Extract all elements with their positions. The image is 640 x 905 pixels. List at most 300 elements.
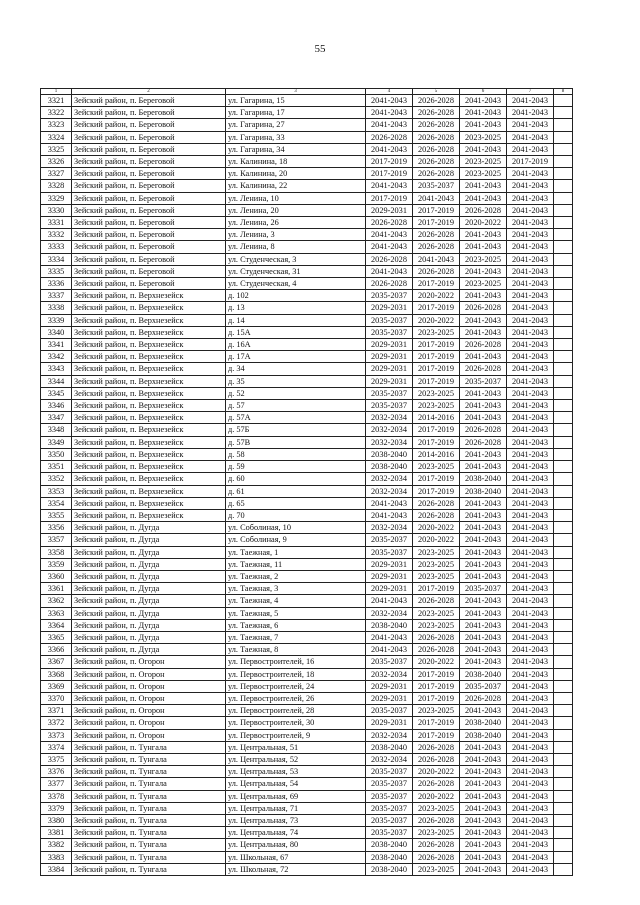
period-cell: 2032-2034 bbox=[366, 424, 413, 436]
period-cell: 2038-2040 bbox=[460, 473, 507, 485]
period-cell: 2035-2037 bbox=[366, 705, 413, 717]
row-number-cell: 3329 bbox=[41, 192, 72, 204]
period-cell: 2020-2022 bbox=[460, 217, 507, 229]
address-cell: ул. Школьная, 72 bbox=[226, 863, 366, 875]
period-cell: 2041-2043 bbox=[507, 802, 554, 814]
period-cell: 2020-2022 bbox=[413, 790, 460, 802]
period-cell: 2026-2028 bbox=[413, 644, 460, 656]
address-cell: ул. Первостроителей, 9 bbox=[226, 729, 366, 741]
period-cell: 2032-2034 bbox=[366, 412, 413, 424]
period-cell: 2035-2037 bbox=[460, 375, 507, 387]
table-row bbox=[41, 607, 573, 619]
period-cell: 2017-2019 bbox=[366, 168, 413, 180]
period-cell: 2032-2034 bbox=[366, 436, 413, 448]
period-cell: 2041-2043 bbox=[460, 558, 507, 570]
period-cell: 2041-2043 bbox=[460, 497, 507, 509]
table-row bbox=[41, 717, 573, 729]
locality-cell: Зейский район, п. Огорон bbox=[72, 692, 226, 704]
row-number-cell: 3378 bbox=[41, 790, 72, 802]
period-cell: 2041-2043 bbox=[460, 192, 507, 204]
row-number-cell: 3364 bbox=[41, 619, 72, 631]
address-cell: ул. Студенческая, 31 bbox=[226, 265, 366, 277]
address-cell: д. 57 bbox=[226, 400, 366, 412]
period-cell: 2026-2028 bbox=[460, 424, 507, 436]
period-cell: 2041-2043 bbox=[460, 790, 507, 802]
housing-repair-schedule-table bbox=[40, 88, 573, 876]
period-cell: 2017-2019 bbox=[413, 473, 460, 485]
period-cell: 2041-2043 bbox=[460, 595, 507, 607]
address-cell: ул. Гагарина, 34 bbox=[226, 143, 366, 155]
note-cell bbox=[554, 326, 573, 338]
note-cell bbox=[554, 131, 573, 143]
note-cell bbox=[554, 302, 573, 314]
period-cell: 2017-2019 bbox=[413, 339, 460, 351]
note-cell bbox=[554, 95, 573, 107]
column-header: 5 bbox=[413, 89, 460, 95]
period-cell: 2041-2043 bbox=[460, 448, 507, 460]
period-cell: 2041-2043 bbox=[366, 631, 413, 643]
note-cell bbox=[554, 156, 573, 168]
period-cell: 2041-2043 bbox=[507, 851, 554, 863]
period-cell: 2023-2025 bbox=[413, 387, 460, 399]
period-cell: 2041-2043 bbox=[460, 229, 507, 241]
period-cell: 2041-2043 bbox=[366, 497, 413, 509]
address-cell: д. 102 bbox=[226, 290, 366, 302]
period-cell: 2026-2028 bbox=[413, 131, 460, 143]
row-number-cell: 3321 bbox=[41, 95, 72, 107]
table-row bbox=[41, 363, 573, 375]
note-cell bbox=[554, 595, 573, 607]
period-cell: 2041-2043 bbox=[366, 509, 413, 521]
period-cell: 2026-2028 bbox=[413, 851, 460, 863]
locality-cell: Зейский район, п. Береговой bbox=[72, 217, 226, 229]
period-cell: 2041-2043 bbox=[507, 461, 554, 473]
note-cell bbox=[554, 278, 573, 290]
address-cell: ул. Таежная, 3 bbox=[226, 583, 366, 595]
note-cell bbox=[554, 863, 573, 875]
locality-cell: Зейский район, п. Верхнезейск bbox=[72, 326, 226, 338]
period-cell: 2032-2034 bbox=[366, 729, 413, 741]
period-cell: 2041-2043 bbox=[460, 656, 507, 668]
address-cell: д. 15А bbox=[226, 326, 366, 338]
row-number-cell: 3382 bbox=[41, 839, 72, 851]
period-cell: 2041-2043 bbox=[366, 265, 413, 277]
table-row bbox=[41, 448, 573, 460]
row-number-cell: 3348 bbox=[41, 424, 72, 436]
period-cell: 2026-2028 bbox=[366, 253, 413, 265]
row-number-cell: 3334 bbox=[41, 253, 72, 265]
table-row bbox=[41, 302, 573, 314]
period-cell: 2026-2028 bbox=[460, 436, 507, 448]
period-cell: 2035-2037 bbox=[413, 180, 460, 192]
period-cell: 2014-2016 bbox=[413, 412, 460, 424]
period-cell: 2026-2028 bbox=[460, 363, 507, 375]
address-cell: ул. Первостроителей, 16 bbox=[226, 656, 366, 668]
locality-cell: Зейский район, п. Верхнезейск bbox=[72, 339, 226, 351]
note-cell bbox=[554, 656, 573, 668]
period-cell: 2026-2028 bbox=[460, 339, 507, 351]
address-cell: ул. Гагарина, 17 bbox=[226, 107, 366, 119]
period-cell: 2038-2040 bbox=[366, 448, 413, 460]
address-cell: ул. Первостроителей, 28 bbox=[226, 705, 366, 717]
address-cell: ул. Таежная, 6 bbox=[226, 619, 366, 631]
period-cell: 2026-2028 bbox=[413, 143, 460, 155]
period-cell: 2041-2043 bbox=[507, 387, 554, 399]
row-number-cell: 3328 bbox=[41, 180, 72, 192]
row-number-cell: 3346 bbox=[41, 400, 72, 412]
period-cell: 2029-2031 bbox=[366, 204, 413, 216]
row-number-cell: 3347 bbox=[41, 412, 72, 424]
address-cell: ул. Центральная, 69 bbox=[226, 790, 366, 802]
locality-cell: Зейский район, п. Береговой bbox=[72, 156, 226, 168]
locality-cell: Зейский район, п. Береговой bbox=[72, 229, 226, 241]
address-cell: ул. Первостроителей, 26 bbox=[226, 692, 366, 704]
note-cell bbox=[554, 436, 573, 448]
column-header: 3 bbox=[226, 89, 366, 95]
address-cell: ул. Калинина, 18 bbox=[226, 156, 366, 168]
address-cell: ул. Центральная, 80 bbox=[226, 839, 366, 851]
period-cell: 2041-2043 bbox=[507, 424, 554, 436]
table-row bbox=[41, 95, 573, 107]
locality-cell: Зейский район, п. Верхнезейск bbox=[72, 436, 226, 448]
period-cell: 2041-2043 bbox=[507, 680, 554, 692]
locality-cell: Зейский район, п. Тунгала bbox=[72, 778, 226, 790]
period-cell: 2020-2022 bbox=[413, 522, 460, 534]
period-cell: 2020-2022 bbox=[413, 656, 460, 668]
note-cell bbox=[554, 290, 573, 302]
period-cell: 2041-2043 bbox=[507, 180, 554, 192]
address-cell: д. 59 bbox=[226, 461, 366, 473]
period-cell: 2038-2040 bbox=[366, 741, 413, 753]
period-cell: 2041-2043 bbox=[460, 314, 507, 326]
note-cell bbox=[554, 631, 573, 643]
address-cell: ул. Центральная, 52 bbox=[226, 753, 366, 765]
period-cell: 2041-2043 bbox=[507, 314, 554, 326]
period-cell: 2026-2028 bbox=[413, 95, 460, 107]
period-cell: 2041-2043 bbox=[460, 631, 507, 643]
period-cell: 2041-2043 bbox=[507, 827, 554, 839]
period-cell: 2041-2043 bbox=[507, 241, 554, 253]
locality-cell: Зейский район, п. Верхнезейск bbox=[72, 424, 226, 436]
period-cell: 2041-2043 bbox=[507, 192, 554, 204]
locality-cell: Зейский район, п. Верхнезейск bbox=[72, 485, 226, 497]
period-cell: 2041-2043 bbox=[507, 326, 554, 338]
table-row bbox=[41, 314, 573, 326]
table-row bbox=[41, 461, 573, 473]
table-row bbox=[41, 253, 573, 265]
locality-cell: Зейский район, п. Дугда bbox=[72, 644, 226, 656]
row-number-cell: 3343 bbox=[41, 363, 72, 375]
period-cell: 2041-2043 bbox=[460, 778, 507, 790]
period-cell: 2023-2025 bbox=[413, 607, 460, 619]
locality-cell: Зейский район, п. Дугда bbox=[72, 546, 226, 558]
row-number-cell: 3377 bbox=[41, 778, 72, 790]
table-row bbox=[41, 680, 573, 692]
column-header: 4 bbox=[366, 89, 413, 95]
period-cell: 2023-2025 bbox=[413, 546, 460, 558]
table-row bbox=[41, 241, 573, 253]
table-row bbox=[41, 107, 573, 119]
locality-cell: Зейский район, п. Дугда bbox=[72, 522, 226, 534]
table-row bbox=[41, 387, 573, 399]
locality-cell: Зейский район, п. Дугда bbox=[72, 534, 226, 546]
period-cell: 2035-2037 bbox=[366, 827, 413, 839]
address-cell: ул. Таежная, 8 bbox=[226, 644, 366, 656]
period-cell: 2017-2019 bbox=[507, 156, 554, 168]
address-cell: ул. Таежная, 1 bbox=[226, 546, 366, 558]
period-cell: 2038-2040 bbox=[460, 729, 507, 741]
address-cell: ул. Таежная, 7 bbox=[226, 631, 366, 643]
period-cell: 2041-2043 bbox=[507, 644, 554, 656]
period-cell: 2026-2028 bbox=[460, 302, 507, 314]
period-cell: 2026-2028 bbox=[366, 278, 413, 290]
period-cell: 2041-2043 bbox=[507, 204, 554, 216]
table-row bbox=[41, 192, 573, 204]
note-cell bbox=[554, 546, 573, 558]
period-cell: 2041-2043 bbox=[507, 497, 554, 509]
period-cell: 2041-2043 bbox=[366, 644, 413, 656]
note-cell bbox=[554, 314, 573, 326]
row-number-cell: 3342 bbox=[41, 351, 72, 363]
period-cell: 2041-2043 bbox=[507, 522, 554, 534]
period-cell: 2041-2043 bbox=[507, 656, 554, 668]
locality-cell: Зейский район, п. Береговой bbox=[72, 265, 226, 277]
address-cell: ул. Гагарина, 33 bbox=[226, 131, 366, 143]
row-number-cell: 3323 bbox=[41, 119, 72, 131]
note-cell bbox=[554, 705, 573, 717]
locality-cell: Зейский район, п. Огорон bbox=[72, 668, 226, 680]
period-cell: 2041-2043 bbox=[460, 119, 507, 131]
period-cell: 2041-2043 bbox=[366, 143, 413, 155]
period-cell: 2041-2043 bbox=[460, 607, 507, 619]
period-cell: 2035-2037 bbox=[460, 583, 507, 595]
address-cell: ул. Калинина, 22 bbox=[226, 180, 366, 192]
note-cell bbox=[554, 265, 573, 277]
period-cell: 2035-2037 bbox=[366, 778, 413, 790]
period-cell: 2023-2025 bbox=[413, 863, 460, 875]
note-cell bbox=[554, 461, 573, 473]
locality-cell: Зейский район, п. Верхнезейск bbox=[72, 314, 226, 326]
note-cell bbox=[554, 583, 573, 595]
note-cell bbox=[554, 351, 573, 363]
row-number-cell: 3369 bbox=[41, 680, 72, 692]
period-cell: 2041-2043 bbox=[460, 522, 507, 534]
period-cell: 2041-2043 bbox=[366, 229, 413, 241]
note-cell bbox=[554, 839, 573, 851]
period-cell: 2041-2043 bbox=[460, 546, 507, 558]
period-cell: 2041-2043 bbox=[507, 814, 554, 826]
address-cell: д. 57Б bbox=[226, 424, 366, 436]
locality-cell: Зейский район, п. Береговой bbox=[72, 180, 226, 192]
period-cell: 2041-2043 bbox=[507, 631, 554, 643]
row-number-cell: 3340 bbox=[41, 326, 72, 338]
period-cell: 2041-2043 bbox=[507, 448, 554, 460]
locality-cell: Зейский район, п. Береговой bbox=[72, 241, 226, 253]
period-cell: 2041-2043 bbox=[507, 131, 554, 143]
locality-cell: Зейский район, п. Тунгала bbox=[72, 814, 226, 826]
period-cell: 2041-2043 bbox=[507, 509, 554, 521]
period-cell: 2029-2031 bbox=[366, 351, 413, 363]
period-cell: 2041-2043 bbox=[507, 217, 554, 229]
period-cell: 2041-2043 bbox=[507, 119, 554, 131]
period-cell: 2032-2034 bbox=[366, 753, 413, 765]
period-cell: 2026-2028 bbox=[413, 814, 460, 826]
locality-cell: Зейский район, п. Верхнезейск bbox=[72, 412, 226, 424]
table-row bbox=[41, 656, 573, 668]
note-cell bbox=[554, 180, 573, 192]
period-cell: 2020-2022 bbox=[413, 290, 460, 302]
period-cell: 2041-2043 bbox=[507, 619, 554, 631]
period-cell: 2038-2040 bbox=[366, 461, 413, 473]
period-cell: 2026-2028 bbox=[413, 241, 460, 253]
address-cell: ул. Первостроителей, 24 bbox=[226, 680, 366, 692]
table-row bbox=[41, 400, 573, 412]
period-cell: 2041-2043 bbox=[507, 583, 554, 595]
column-header: 6 bbox=[460, 89, 507, 95]
period-cell: 2041-2043 bbox=[507, 436, 554, 448]
period-cell: 2023-2025 bbox=[413, 326, 460, 338]
table-row bbox=[41, 790, 573, 802]
address-cell: ул. Ленина, 3 bbox=[226, 229, 366, 241]
address-cell: д. 57В bbox=[226, 436, 366, 448]
period-cell: 2023-2025 bbox=[413, 802, 460, 814]
period-cell: 2017-2019 bbox=[413, 668, 460, 680]
period-cell: 2026-2028 bbox=[413, 229, 460, 241]
note-cell bbox=[554, 473, 573, 485]
table-row bbox=[41, 705, 573, 717]
table-row bbox=[41, 583, 573, 595]
period-cell: 2026-2028 bbox=[413, 595, 460, 607]
period-cell: 2020-2022 bbox=[413, 766, 460, 778]
address-cell: ул. Первостроителей, 18 bbox=[226, 668, 366, 680]
period-cell: 2026-2028 bbox=[413, 631, 460, 643]
address-cell: ул. Гагарина, 27 bbox=[226, 119, 366, 131]
period-cell: 2035-2037 bbox=[366, 326, 413, 338]
address-cell: ул. Таежная, 5 bbox=[226, 607, 366, 619]
row-number-cell: 3322 bbox=[41, 107, 72, 119]
table-row bbox=[41, 644, 573, 656]
table-row bbox=[41, 863, 573, 875]
address-cell: д. 16А bbox=[226, 339, 366, 351]
period-cell: 2041-2043 bbox=[460, 705, 507, 717]
period-cell: 2041-2043 bbox=[460, 863, 507, 875]
period-cell: 2038-2040 bbox=[366, 839, 413, 851]
row-number-cell: 3324 bbox=[41, 131, 72, 143]
note-cell bbox=[554, 790, 573, 802]
table-row bbox=[41, 814, 573, 826]
period-cell: 2041-2043 bbox=[460, 741, 507, 753]
locality-cell: Зейский район, п. Верхнезейск bbox=[72, 497, 226, 509]
note-cell bbox=[554, 570, 573, 582]
row-number-cell: 3351 bbox=[41, 461, 72, 473]
locality-cell: Зейский район, п. Огорон bbox=[72, 729, 226, 741]
period-cell: 2026-2028 bbox=[413, 753, 460, 765]
period-cell: 2041-2043 bbox=[366, 107, 413, 119]
table-row bbox=[41, 339, 573, 351]
row-number-cell: 3357 bbox=[41, 534, 72, 546]
period-cell: 2041-2043 bbox=[460, 265, 507, 277]
table-row bbox=[41, 265, 573, 277]
note-cell bbox=[554, 802, 573, 814]
row-number-cell: 3375 bbox=[41, 753, 72, 765]
address-cell: ул. Соболиная, 10 bbox=[226, 522, 366, 534]
column-header: 8 bbox=[554, 89, 573, 95]
locality-cell: Зейский район, п. Верхнезейск bbox=[72, 509, 226, 521]
period-cell: 2041-2043 bbox=[507, 558, 554, 570]
period-cell: 2023-2025 bbox=[413, 461, 460, 473]
note-cell bbox=[554, 253, 573, 265]
locality-cell: Зейский район, п. Дугда bbox=[72, 595, 226, 607]
address-cell: ул. Таежная, 2 bbox=[226, 570, 366, 582]
locality-cell: Зейский район, п. Тунгала bbox=[72, 827, 226, 839]
row-number-cell: 3379 bbox=[41, 802, 72, 814]
period-cell: 2041-2043 bbox=[507, 705, 554, 717]
period-cell: 2038-2040 bbox=[460, 717, 507, 729]
locality-cell: Зейский район, п. Верхнезейск bbox=[72, 473, 226, 485]
period-cell: 2041-2043 bbox=[507, 485, 554, 497]
row-number-cell: 3380 bbox=[41, 814, 72, 826]
address-cell: ул. Таежная, 11 bbox=[226, 558, 366, 570]
address-cell: ул. Центральная, 51 bbox=[226, 741, 366, 753]
locality-cell: Зейский район, п. Огорон bbox=[72, 680, 226, 692]
table-row bbox=[41, 546, 573, 558]
note-cell bbox=[554, 107, 573, 119]
locality-cell: Зейский район, п. Береговой bbox=[72, 192, 226, 204]
period-cell: 2035-2037 bbox=[366, 790, 413, 802]
period-cell: 2041-2043 bbox=[507, 95, 554, 107]
row-number-cell: 3368 bbox=[41, 668, 72, 680]
period-cell: 2029-2031 bbox=[366, 302, 413, 314]
locality-cell: Зейский район, п. Дугда bbox=[72, 570, 226, 582]
period-cell: 2020-2022 bbox=[413, 534, 460, 546]
note-cell bbox=[554, 400, 573, 412]
period-cell: 2023-2025 bbox=[413, 570, 460, 582]
locality-cell: Зейский район, п. Береговой bbox=[72, 131, 226, 143]
row-number-cell: 3367 bbox=[41, 656, 72, 668]
period-cell: 2017-2019 bbox=[413, 436, 460, 448]
period-cell: 2032-2034 bbox=[366, 473, 413, 485]
period-cell: 2041-2043 bbox=[507, 692, 554, 704]
address-cell: ул. Центральная, 71 bbox=[226, 802, 366, 814]
page-number: 55 bbox=[314, 43, 326, 55]
period-cell: 2041-2043 bbox=[460, 619, 507, 631]
table-row bbox=[41, 290, 573, 302]
address-cell: ул. Ленина, 10 bbox=[226, 192, 366, 204]
note-cell bbox=[554, 522, 573, 534]
period-cell: 2029-2031 bbox=[366, 375, 413, 387]
table-row bbox=[41, 753, 573, 765]
period-cell: 2041-2043 bbox=[507, 534, 554, 546]
row-number-cell: 3336 bbox=[41, 278, 72, 290]
period-cell: 2041-2043 bbox=[507, 766, 554, 778]
row-number-cell: 3326 bbox=[41, 156, 72, 168]
note-cell bbox=[554, 644, 573, 656]
period-cell: 2026-2028 bbox=[413, 497, 460, 509]
period-cell: 2041-2043 bbox=[366, 241, 413, 253]
table-row bbox=[41, 839, 573, 851]
period-cell: 2041-2043 bbox=[460, 241, 507, 253]
table-row bbox=[41, 741, 573, 753]
note-cell bbox=[554, 119, 573, 131]
period-cell: 2041-2043 bbox=[413, 253, 460, 265]
note-cell bbox=[554, 680, 573, 692]
row-number-cell: 3358 bbox=[41, 546, 72, 558]
locality-cell: Зейский район, п. Береговой bbox=[72, 143, 226, 155]
locality-cell: Зейский район, п. Верхнезейск bbox=[72, 290, 226, 302]
period-cell: 2041-2043 bbox=[460, 570, 507, 582]
period-cell: 2023-2025 bbox=[460, 156, 507, 168]
row-number-cell: 3372 bbox=[41, 717, 72, 729]
